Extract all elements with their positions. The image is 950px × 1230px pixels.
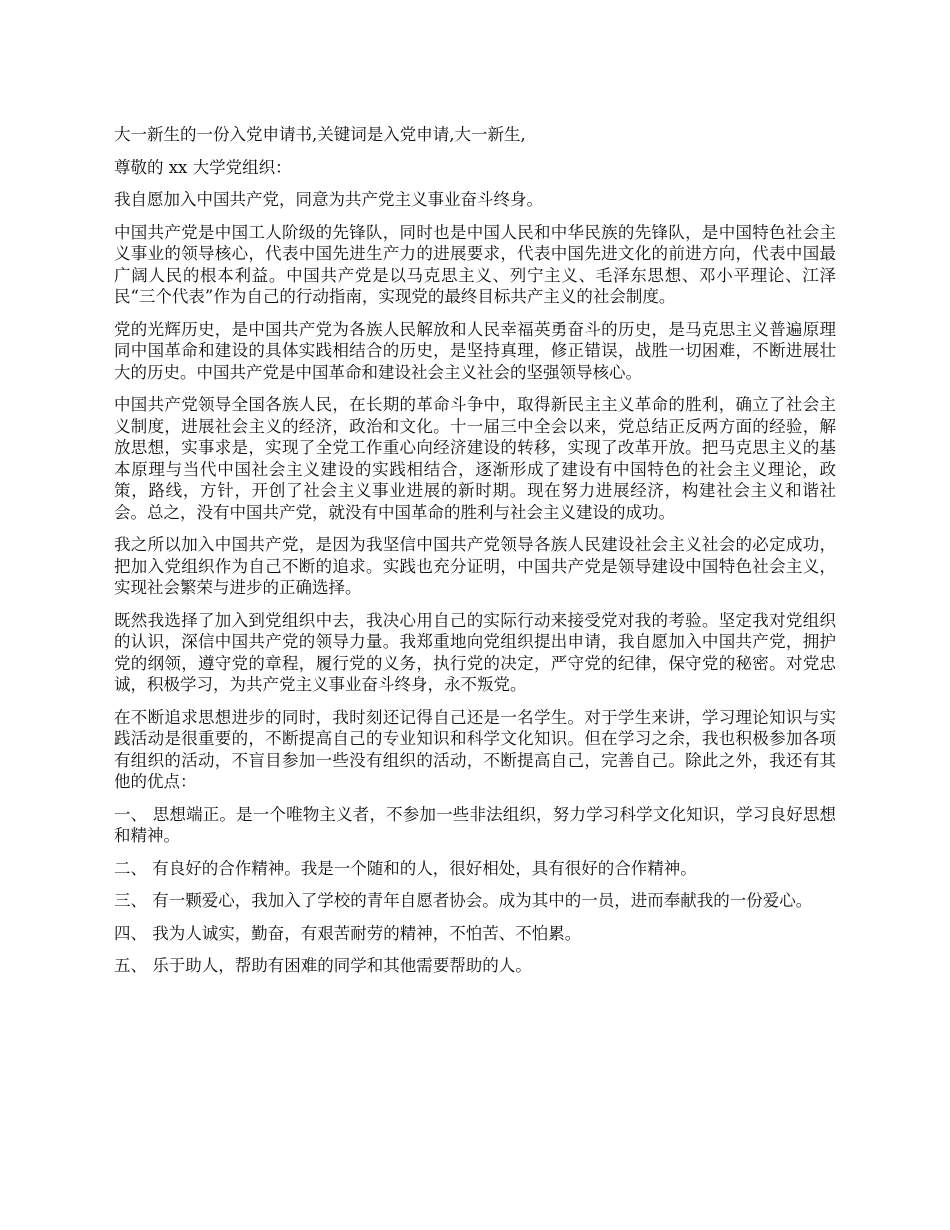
title-line: 大一新生的一份入党申请书,关键词是入党申请,大一新生, bbox=[114, 125, 526, 144]
document-page bbox=[114, 124, 836, 988]
list-item: 五、 乐于助人，帮助有困难的同学和其他需要帮助的人。 bbox=[114, 956, 532, 975]
list-item: 三、 有一颗爱心，我加入了学校的青年自愿者协会。成为其中的一员，进而奉献我的一份爱心。 bbox=[114, 891, 813, 910]
list-item: 二、 有良好的合作精神。我是一个随和的人，很好相处，具有很好的合作精神。 bbox=[114, 858, 697, 878]
body-paragraph: 既然我选择了加入到党组织中去，我决心用自己的实际行动来接受党对我的考验。坚定我对党组织的认识，深信中国共产党的领导力量。我郑重地向党组织提出申请，我自愿加入中国共产党，拥护党的纲领，遵守党的章程，履行党的义务，执行党的决定，严守党的纪律，保守党的秘密。对党忠诚，积极学习，为共产党主义事业奋斗终身，永不叛党。 bbox=[114, 610, 836, 694]
body-paragraph: 我之所以加入中国共产党，是因为我坚信中国共产党领导各族人民建设社会主义社会的必定成功，把加入党组织作为自己不断的追求。实践也充分证明，中国共产党是领导建设中国特色社会主义，实现社会繁荣与进步的正确选择。 bbox=[114, 535, 836, 597]
salutation: 尊敬的 xx 大学党组织： bbox=[114, 157, 292, 177]
list-item: 四、 我为人诚实，勤奋，有艰苦耐劳的精神，不怕苦、不怕累。 bbox=[114, 923, 582, 943]
body-paragraph: 党的光辉历史，是中国共产党为各族人民解放和人民幸福英勇奋斗的历史，是马克思主义普遍原理同中国革命和建设的具体实践相结合的历史，是坚持真理，修正错误，战胜一切困难，不断进展壮大的历史。中国共产党是中国革命和建设社会主义社会的坚强领导核心。 bbox=[114, 319, 836, 382]
body-paragraph: 中国共产党是中国工人阶级的先锋队，同时也是中国人民和中华民族的先锋队，是中国特色社会主义事业的领导核心，代表中国先进生产力的进展要求，代表中国先进文化的前进方向，代表中国最广阔人民的根本利益。中国共产党是以马克思主义、列宁主义、毛泽东思想、邓小平理论、江泽民“三个代表”作为自己的行动指南，实现党的最终目标共产主义的社会制度。 bbox=[114, 222, 836, 306]
list-item: 一、 思想端正。是一个唯物主义者，不参加一些非法组织，努力学习科学文化知识，学习良好思想和精神。 bbox=[114, 804, 836, 845]
body-paragraph: 在不断追求思想进步的同时，我时刻还记得自己还是一名学生。对于学生来讲，学习理论知识与实践活动是很重要的，不断提高自己的专业知识和科学文化知识。但在学习之余，我也积极参加各项有组织的活动，不盲目参加一些没有组织的活动，不断提高自己，完善自己。除此之外，我还有其他的优点： bbox=[114, 707, 836, 791]
body-paragraph: 中国共产党领导全国各族人民，在长期的革命斗争中，取得新民主主义革命的胜利，确立了社会主义制度，进展社会主义的经济，政治和文化。十一届三中全会以来，党总结正反两方面的经验，解放思想，实事求是，实现了全党工作重心向经济建设的转移，实现了改革开放。把马克思主义的基本原理与当代中国社会主义建设的实践相结合，逐渐形成了建设有中国特色的社会主义理论，政策，路线，方针，开创了社会主义事业进展的新时期。现在努力进展经济，构建社会主义和谐社会。总之，没有中国共产党，就没有中国革命的胜利与社会主义建设的成功。 bbox=[114, 395, 836, 522]
body-paragraph: 我自愿加入中国共产党，同意为共产党主义事业奋斗终身。 bbox=[114, 190, 543, 209]
